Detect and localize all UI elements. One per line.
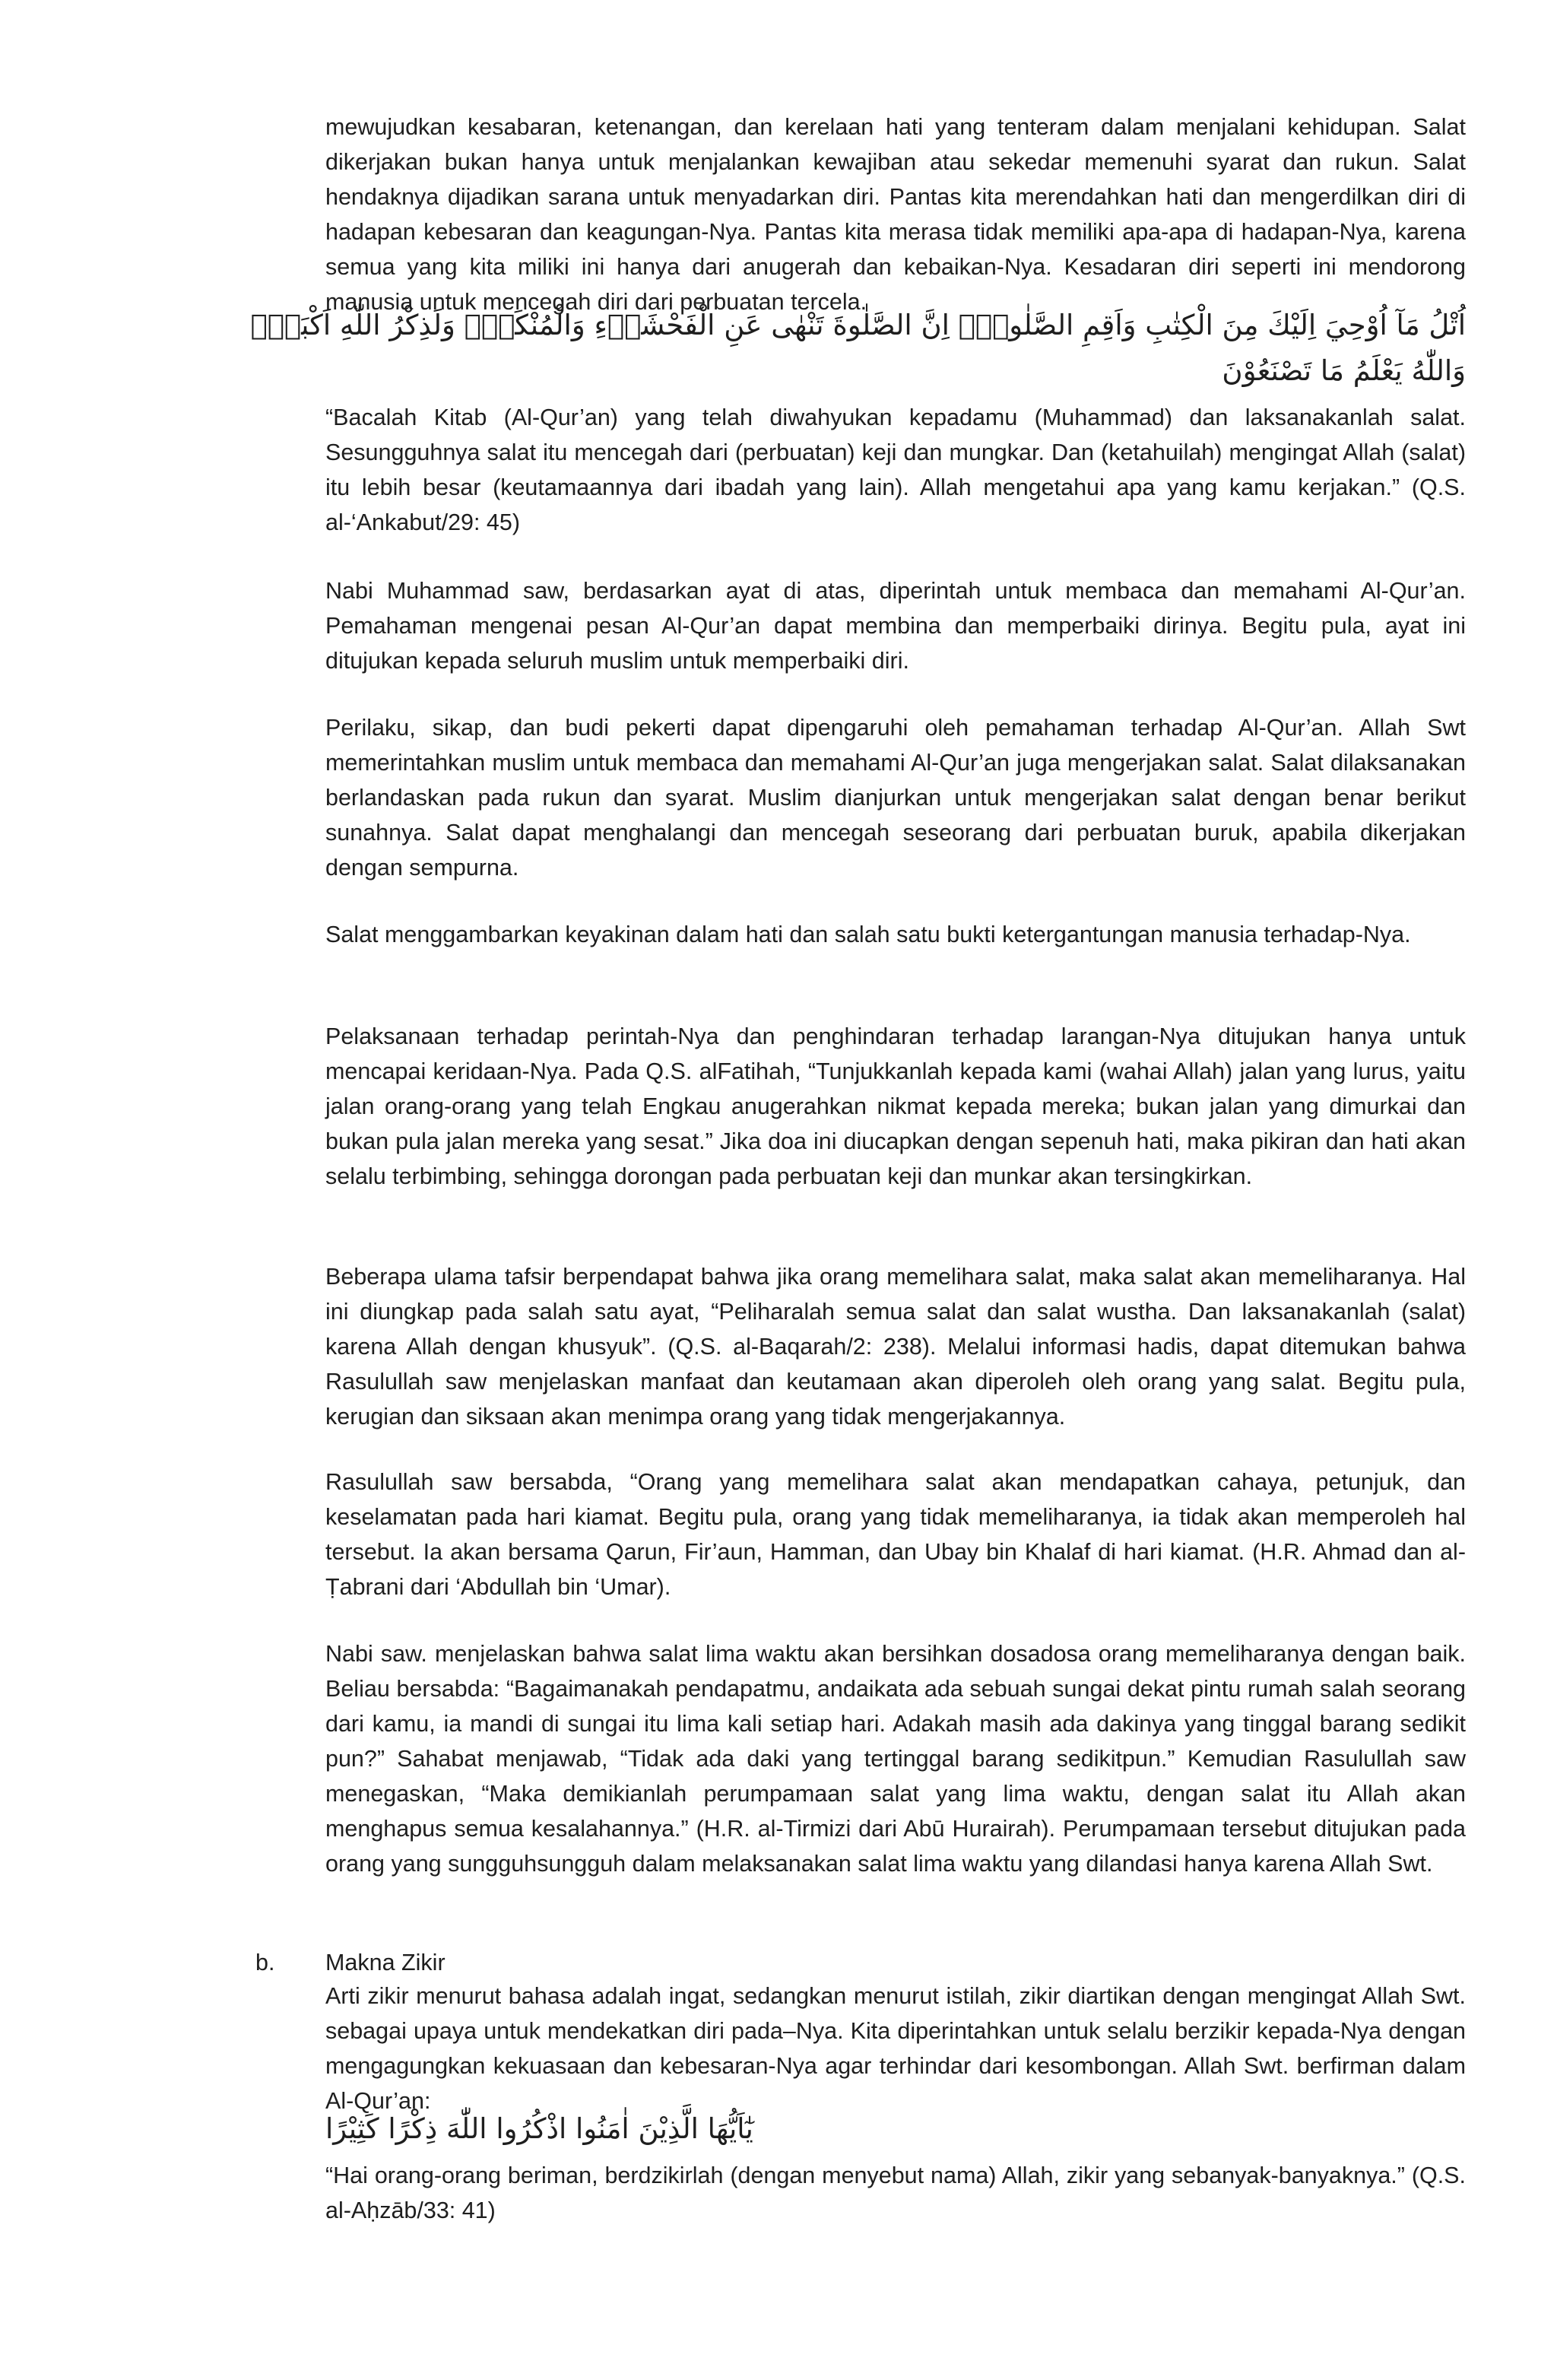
paragraph-4: Pelaksanaan terhadap perintah-Nya dan penghindaran terhadap larangan-Nya ditujukan hanya untuk mencapai keridaan-Nya. Pada Q.S. alFatihah, “Tunjukkanlah kepada kami (wahai Allah) jalan yang lurus, yaitu jalan orang-orang yang telah Engkau anugerahkan nikmat kepada mereka; bukan jalan yang dimurkai dan bukan pula jalan mereka yang sesat.” Jika doa ini diucapkan dengan sepenuh hati, maka pikiran dan hati akan selalu terbimbing, sehingga dorongan pada perbuatan keji dan munkar akan tersingkirkan. [325,1023,1466,1189]
ayah-ankabut-45-translation: “Bacalah Kitab (Al-Qur’an) yang telah diwahyukan kepadamu (Muhammad) dan laksanakanlah salat. Sesungguhnya salat itu mencegah dari (perbuatan) keji dan mungkar. Dan (ketahuilah) mengingat Allah (salat) itu lebih besar (keutamaannya dari ibadah yang lain). Allah mengetahui apa yang kamu kerjakan.” (Q.S. al-‘Ankabut/29: 45) [325,405,1466,535]
ayah-ahzab-41-translation: “Hai orang-orang beriman, berdzikirlah (dengan menyebut nama) Allah, zikir yang sebanyak-banyaknya.” (Q.S. al-Aḥzāb/33: 41) [325,2163,1466,2223]
paragraph-5: Beberapa ulama tafsir berpendapat bahwa jika orang memelihara salat, maka salat akan memeliharanya. Hal ini diungkap pada salah satu ayat, “Peliharalah semua salat dan salat wustha. Dan laksanakanlah (salat) karena Allah dengan khusyuk”. (Q.S. al-Baqarah/2: 238). Melalui informasi hadis, dapat ditemukan bahwa Rasulullah saw menjelaskan manfaat dan keutamaan akan diperoleh oleh orang yang salat. Begitu pula, kerugian dan siksaan akan menimpa orang yang tidak mengerjakannya. [325,1264,1466,1430]
paragraph-7: Nabi saw. menjelaskan bahwa salat lima waktu akan bersihkan dosadosa orang memeliharanya dengan baik. Beliau bersabda: “Bagaimanakah pendapatmu, andaikata ada sebuah sungai dekat pintu rumah salah seorang dari kamu, ia mandi di sungai itu lima kali setiap hari. Adakah masih ada dakinya yang tinggal barang sedikit pun?” Sahabat menjawab, “Tidak ada daki yang tertinggal barang sedikitpun.” Kemudian Rasulullah saw menegaskan, “Maka demikianlah perumpamaan salat yang lima waktu, dengan salat itu Allah akan menghapus semua kesalahannya.” (H.R. al-Tirmizi dari Abū Hurairah). Perumpamaan tersebut ditujukan pada orang yang sungguhsungguh dalam melaksanakan salat lima waktu yang dilandasi hanya karena Allah Swt. [325,1641,1466,1877]
ayah-ahzab-41: يٰٓاَيُّهَا الَّذِيْنَ اٰمَنُوا اذْكُرُوا اللّٰهَ ذِكْرًا كَثِيْرًا [325,2112,753,2145]
paragraph-2: Perilaku, sikap, dan budi pekerti dapat dipengaruhi oleh pemahaman terhadap Al-Qur’an. Allah Swt memerintahkan muslim untuk membaca dan memahami Al-Qur’an juga mengerjakan salat. Salat dilaksanakan berlandaskan pada rukun dan syarat. Muslim dianjurkan untuk mengerjakan salat dengan benar berikut sunahnya. Salat dapat menghalangi dan mencegah seseorang dari perbuatan buruk, apabila dikerjakan dengan sempurna. [325,715,1466,881]
section-b-paragraph: Arti zikir menurut bahasa adalah ingat, sedangkan menurut istilah, zikir diartikan dengan mengingat Allah Swt. sebagai upaya untuk mendekatkan diri pada–Nya. Kita diperintahkan untuk selalu berzikir kepada-Nya dengan mengagungkan kekuasaan dan kebesaran-Nya agar terhindar dari kesombongan. Allah Swt. berfirman dalam Al-Qur’an: [325,1983,1466,2114]
intro-paragraph: mewujudkan kesabaran, ketenangan, dan kerelaan hati yang tenteram dalam menjalani kehidupan. Salat dikerjakan bukan hanya untuk menjalankan kewajiban atau sekedar memenuhi syarat dan rukun. Salat hendaknya dijadikan sarana untuk menyadarkan diri. Pantas kita merendahkan hati dan mengerdilkan diri di hadapan kebesaran dan keagungan-Nya. Pantas kita merasa tidak memiliki apa-apa di hadapan-Nya, karena semua yang kita miliki ini hanya dari anugerah dan kebaikan-Nya. Kesadaran diri seperti ini mendorong manusia untuk mencegah diri dari perbuatan tercela. [325,114,1466,315]
paragraph-3: Salat menggambarkan keyakinan dalam hati dan salah satu bukti ketergantungan manusia terhadap-Nya. [325,922,1411,947]
section-b-label: b. [255,1950,275,1975]
paragraph-1: Nabi Muhammad saw, berdasarkan ayat di atas, diperintah untuk membaca dan memahami Al-Qur’an. Pemahaman mengenai pesan Al-Qur’an dapat membina dan memperbaiki dirinya. Begitu pula, ayat ini ditujukan kepada seluruh muslim untuk memperbaiki diri. [325,578,1466,674]
paragraph-6: Rasulullah saw bersabda, “Orang yang memelihara salat akan mendapatkan cahaya, petunjuk, dan keselamatan pada hari kiamat. Begitu pula, orang yang tidak memeliharanya, ia tidak akan memperoleh hal tersebut. Ia akan bersama Qarun, Fir’aun, Hamman, dan Ubay bin Khalaf di hari kiamat. (H.R. Ahmad dan al-Ṭabrani dari ‘Abdullah bin ‘Umar). [325,1469,1466,1600]
section-b-title: Makna Zikir [325,1950,446,1975]
ayah-ankabut-45-line-1: اُتْلُ مَآ اُوْحِيَ اِلَيْكَ مِنَ الْكِتٰبِ وَاَقِمِ الصَّلٰوةَۗ اِنَّ الصَّلٰوةَ تَنْهٰى عَنِ الْفَحْشَاۤءِ وَالْمُنْكَرِۗ وَلَذِكْرُ اللّٰهِ اَكْبَرُۗ [250,309,1466,341]
ayah-ankabut-45-line-2: وَاللّٰهُ يَعْلَمُ مَا تَصْنَعُوْنَ [1222,354,1466,387]
